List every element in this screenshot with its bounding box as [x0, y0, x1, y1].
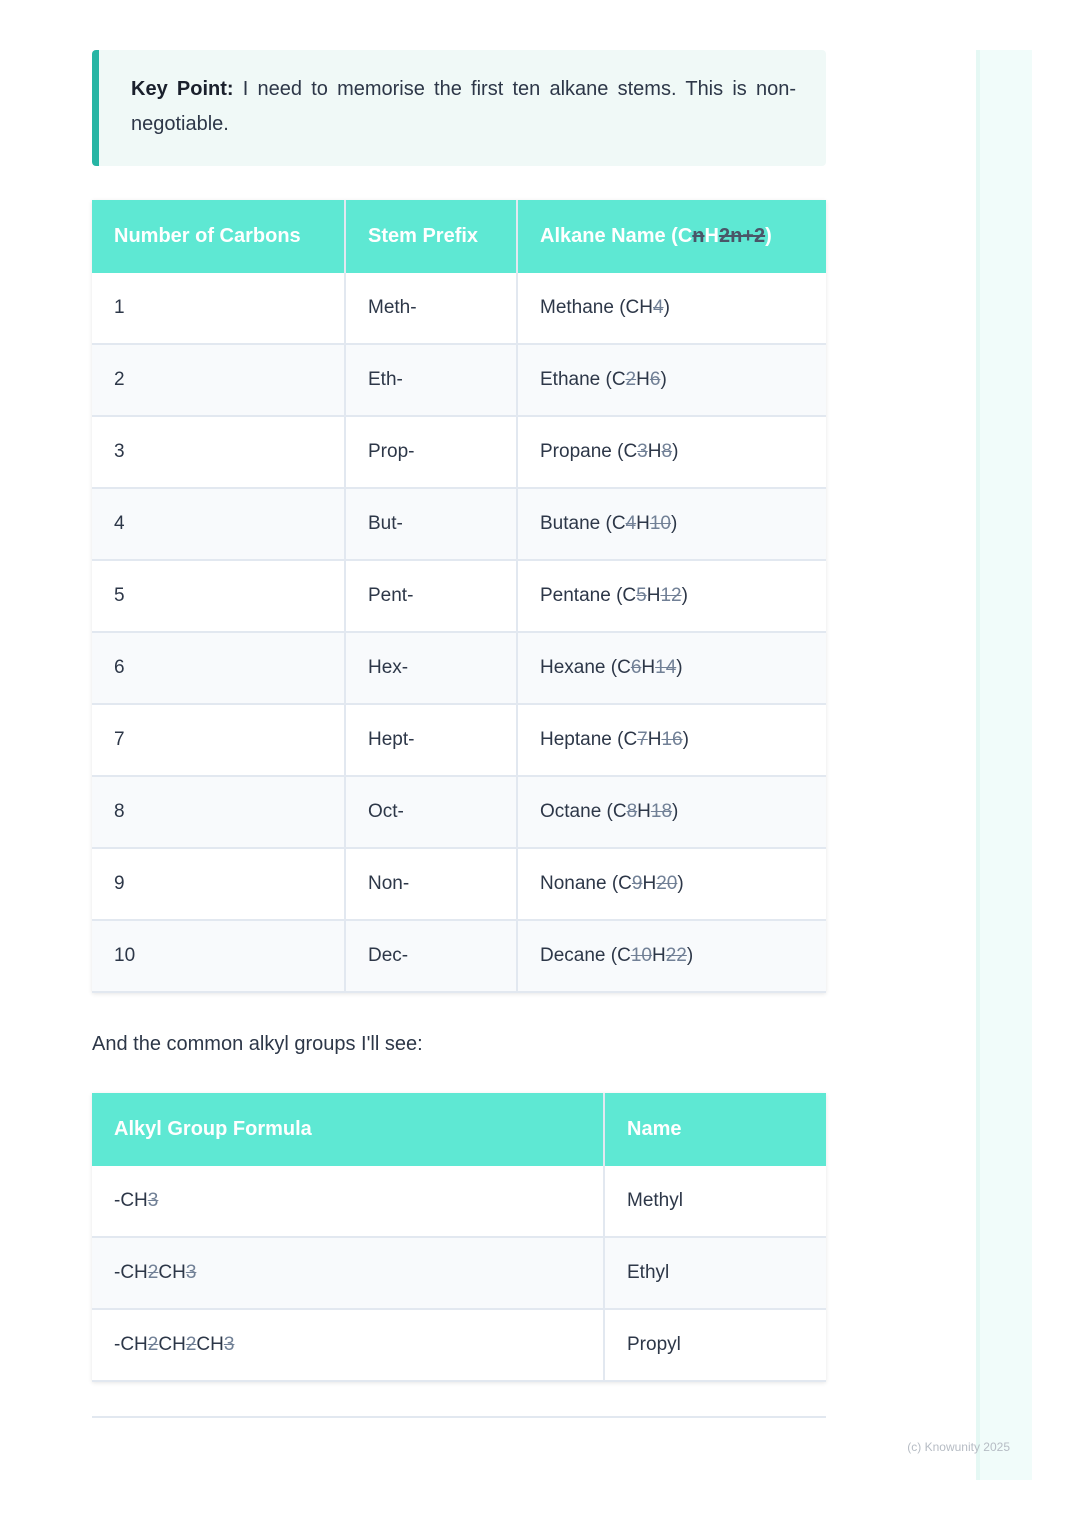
cell-alkyl-formula	[92, 1237, 604, 1309]
formula-subscript: 3	[185, 1262, 197, 1283]
hydrogen-symbol: H	[647, 441, 662, 462]
alkane-name-end: )	[663, 297, 670, 318]
alkyl-table-header-row	[92, 1093, 826, 1166]
alkane-name-text: Propane (C	[540, 441, 638, 462]
alkane-table-header-row	[92, 200, 826, 273]
header-stem-prefix: Stem Prefix	[345, 200, 517, 273]
alkyl-groups-table	[92, 1093, 826, 1382]
cell-stem-prefix: Pent-	[345, 560, 517, 632]
carbon-subscript: 4	[625, 513, 637, 534]
cell-stem-prefix: Hex-	[345, 632, 517, 704]
alkyl-table-body	[92, 1166, 826, 1381]
cell-alkane-name	[517, 704, 826, 776]
cell-stem-prefix: Hept-	[345, 704, 517, 776]
key-point-text: I need to memorise the first ten alkane stems. This is non-negotiable.	[131, 78, 796, 135]
formula-subscript: 2	[147, 1262, 159, 1283]
divider	[92, 1416, 826, 1418]
carbon-subscript: 2	[625, 369, 637, 390]
header-alkane-name	[517, 200, 826, 273]
hydrogen-symbol: H	[647, 729, 662, 750]
carbon-subscript: 6	[630, 657, 642, 678]
cell-carbon-count: 3	[92, 416, 345, 488]
hydrogen-subscript: 12	[660, 585, 682, 606]
cell-carbon-count: 10	[92, 920, 345, 992]
cell-alkane-name	[517, 560, 826, 632]
header-alkane-name-n: n	[692, 225, 705, 247]
alkane-name-text: Methane (C	[540, 297, 640, 318]
carbon-subscript: 3	[637, 441, 648, 462]
formula-atom: -CH	[114, 1190, 148, 1211]
header-alkane-name-prefix: Alkane Name (C	[540, 225, 693, 247]
cell-carbon-count: 8	[92, 776, 345, 848]
header-alkane-name-suffix: )	[765, 225, 772, 247]
formula-atom: CH	[158, 1262, 186, 1283]
table-row	[92, 488, 826, 560]
cell-carbon-count: 6	[92, 632, 345, 704]
cell-alkane-name	[517, 632, 826, 704]
table-row	[92, 776, 826, 848]
carbon-subscript: 7	[637, 729, 648, 750]
alkane-name-end: )	[676, 657, 683, 678]
key-point-callout	[92, 50, 826, 166]
cell-alkane-name	[517, 848, 826, 920]
hydrogen-symbol: H	[637, 801, 651, 822]
formula-subscript: 3	[147, 1190, 159, 1211]
cell-stem-prefix: Non-	[345, 848, 517, 920]
formula-atom: -CH	[114, 1334, 148, 1355]
formula-subscript: 2	[147, 1334, 159, 1355]
cell-carbon-count: 9	[92, 848, 345, 920]
formula-subscript: 3	[223, 1334, 235, 1355]
alkane-name-end: )	[672, 801, 679, 822]
alkane-name-end: )	[682, 729, 689, 750]
hydrogen-symbol: H	[646, 585, 661, 606]
carbon-subscript: 10	[630, 945, 652, 966]
alkyl-intro-text: And the common alkyl groups I'll see:	[92, 1033, 423, 1055]
hydrogen-subscript: 16	[661, 729, 683, 750]
hydrogen-subscript: 20	[656, 873, 678, 894]
table-row	[92, 1309, 826, 1381]
cell-alkane-name	[517, 920, 826, 992]
formula-atom: -CH	[114, 1262, 148, 1283]
copyright-footer: (c) Knowunity 2025	[907, 1440, 1010, 1454]
alkane-name-end: )	[660, 369, 667, 390]
alkane-name-text: Octane (C	[540, 801, 627, 822]
cell-carbon-count: 4	[92, 488, 345, 560]
cell-alkane-name	[517, 416, 826, 488]
header-number-of-carbons: Number of Carbons	[92, 200, 345, 273]
carbon-subscript: 9	[631, 873, 643, 894]
formula-atom: CH	[196, 1334, 224, 1355]
table-row	[92, 273, 826, 344]
table-row	[92, 920, 826, 992]
cell-carbon-count: 5	[92, 560, 345, 632]
cell-alkyl-formula	[92, 1166, 604, 1237]
cell-carbon-count: 1	[92, 273, 345, 344]
cell-stem-prefix: Dec-	[345, 920, 517, 992]
alkane-name-text: Pentane (C	[540, 585, 637, 606]
cell-alkane-name	[517, 776, 826, 848]
hydrogen-subscript: 14	[655, 657, 677, 678]
formula-atom: CH	[158, 1334, 186, 1355]
cell-alkyl-name: Ethyl	[604, 1237, 826, 1309]
right-sidebar-strip	[976, 50, 1032, 1480]
cell-carbon-count: 2	[92, 344, 345, 416]
table-row	[92, 848, 826, 920]
hydrogen-subscript: 8	[661, 441, 673, 462]
cell-stem-prefix: Prop-	[345, 416, 517, 488]
cell-alkyl-name: Propyl	[604, 1309, 826, 1381]
table-row	[92, 344, 826, 416]
right-sidebar-edge	[976, 50, 980, 1480]
cell-alkane-name	[517, 488, 826, 560]
hydrogen-symbol: H	[641, 657, 656, 678]
alkane-table-body	[92, 273, 826, 992]
hydrogen-subscript: 18	[650, 801, 673, 822]
hydrogen-symbol: H	[639, 297, 654, 318]
table-row	[92, 1166, 826, 1237]
table-row	[92, 704, 826, 776]
alkane-name-text: Ethane (C	[540, 369, 626, 390]
header-alkyl-name: Name	[604, 1093, 826, 1166]
cell-alkane-name	[517, 344, 826, 416]
header-alkane-name-sub: 2n+2	[718, 225, 766, 247]
alkane-name-end: )	[681, 585, 688, 606]
hydrogen-subscript: 10	[649, 513, 671, 534]
hydrogen-symbol: H	[636, 369, 650, 390]
header-alkyl-formula: Alkyl Group Formula	[92, 1093, 604, 1166]
hydrogen-subscript: 6	[649, 369, 661, 390]
header-alkane-name-h: H	[704, 225, 719, 247]
cell-alkane-name	[517, 273, 826, 344]
key-point-label: Key Point:	[131, 78, 234, 100]
hydrogen-subscript: 4	[653, 297, 664, 318]
table-row	[92, 1237, 826, 1309]
alkane-name-end: )	[686, 945, 694, 966]
cell-stem-prefix: But-	[345, 488, 517, 560]
hydrogen-symbol: H	[636, 513, 650, 534]
main-content	[92, 50, 826, 1418]
carbon-subscript: 5	[636, 585, 647, 606]
table-row	[92, 416, 826, 488]
cell-carbon-count: 7	[92, 704, 345, 776]
hydrogen-symbol: H	[651, 945, 666, 966]
carbon-subscript: 8	[626, 801, 638, 822]
cell-stem-prefix: Eth-	[345, 344, 517, 416]
alkane-name-text: Decane (C	[540, 945, 631, 966]
alkane-stems-table	[92, 200, 826, 993]
cell-alkyl-name: Methyl	[604, 1166, 826, 1237]
alkane-name-text: Hexane (C	[540, 657, 631, 678]
hydrogen-subscript: 22	[665, 945, 687, 966]
cell-stem-prefix: Meth-	[345, 273, 517, 344]
alkane-name-end: )	[677, 873, 684, 894]
cell-alkyl-formula	[92, 1309, 604, 1381]
alkane-name-text: Butane (C	[540, 513, 626, 534]
alkane-name-end: )	[671, 513, 678, 534]
alkane-name-end: )	[672, 441, 679, 462]
alkane-name-text: Heptane (C	[540, 729, 638, 750]
table-row	[92, 560, 826, 632]
table-row	[92, 632, 826, 704]
alkane-name-text: Nonane (C	[540, 873, 632, 894]
cell-stem-prefix: Oct-	[345, 776, 517, 848]
formula-subscript: 2	[185, 1334, 197, 1355]
hydrogen-symbol: H	[642, 873, 657, 894]
